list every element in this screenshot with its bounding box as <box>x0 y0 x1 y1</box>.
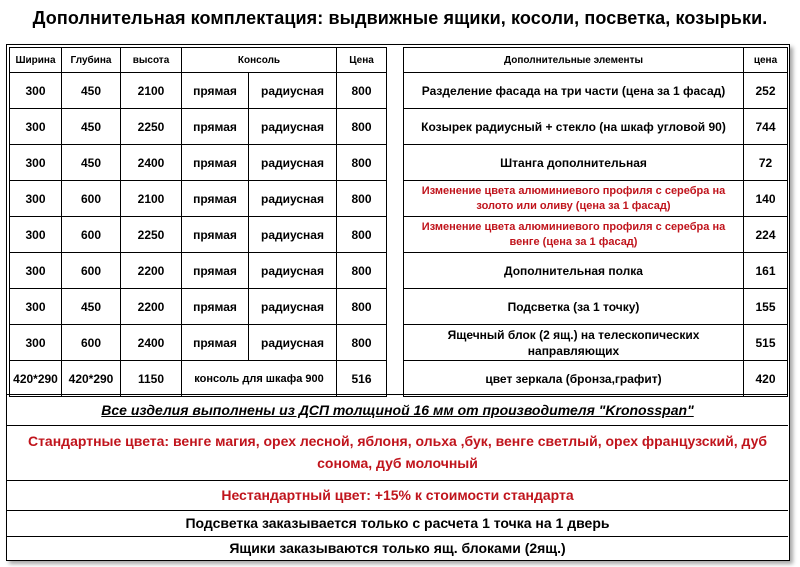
cell-width: 300 <box>10 73 62 109</box>
cell-depth: 600 <box>62 181 121 217</box>
cell-console: консоль для шкафа 900 <box>182 361 337 397</box>
cell-extra-item: Изменение цвета алюминиевого профиля с серебра на золото или оливу (цена за 1 фасад) <box>404 181 744 217</box>
cell-console-radial: радиусная <box>249 109 337 145</box>
cell-extra-item: Штанга дополнительная <box>404 145 744 181</box>
console-price-table <box>9 47 387 397</box>
cell-extra-item: Дополнительная полка <box>404 253 744 289</box>
cell-extra-price: 140 <box>744 181 788 217</box>
header-extra-price: цена <box>744 48 788 73</box>
cell-console-straight: прямая <box>182 217 249 253</box>
cell-extra-price: 744 <box>744 109 788 145</box>
table-row <box>10 217 387 253</box>
table-header-row <box>10 48 387 73</box>
cell-console-straight: прямая <box>182 325 249 361</box>
cell-price: 800 <box>337 73 387 109</box>
cell-width: 300 <box>10 325 62 361</box>
price-frame <box>6 44 790 561</box>
table-row <box>404 361 788 397</box>
table-row <box>404 289 788 325</box>
cell-extra-price: 161 <box>744 253 788 289</box>
cell-extra-price: 224 <box>744 217 788 253</box>
cell-width: 300 <box>10 289 62 325</box>
cell-price: 800 <box>337 145 387 181</box>
cell-price: 800 <box>337 289 387 325</box>
cell-height: 2200 <box>121 253 182 289</box>
cell-extra-price: 420 <box>744 361 788 397</box>
header-price: Цена <box>337 48 387 73</box>
table-header-row <box>404 48 788 73</box>
cell-extra-price: 515 <box>744 325 788 361</box>
cell-console-radial: радиусная <box>249 181 337 217</box>
header-width: Ширина <box>10 48 62 73</box>
cell-console-radial: радиусная <box>249 73 337 109</box>
table-row <box>404 109 788 145</box>
cell-price: 800 <box>337 253 387 289</box>
cell-depth: 450 <box>62 289 121 325</box>
cell-console-straight: прямая <box>182 145 249 181</box>
cell-height: 2400 <box>121 145 182 181</box>
cell-console-radial: радиусная <box>249 145 337 181</box>
cell-depth: 600 <box>62 253 121 289</box>
cell-depth: 420*290 <box>62 361 121 397</box>
extras-rows <box>404 73 788 397</box>
table-row <box>10 145 387 181</box>
header-extra-items: Дополнительные элементы <box>404 48 744 73</box>
cell-depth: 450 <box>62 145 121 181</box>
cell-width: 300 <box>10 217 62 253</box>
cell-extra-price: 252 <box>744 73 788 109</box>
cell-extra-price: 72 <box>744 145 788 181</box>
cell-console-straight: прямая <box>182 73 249 109</box>
cell-console-straight: прямая <box>182 289 249 325</box>
lighting-note: Подсветка заказывается только с расчета 1 точка на 1 дверь <box>7 510 788 536</box>
cell-price: 800 <box>337 109 387 145</box>
cell-width: 300 <box>10 109 62 145</box>
table-row <box>404 73 788 109</box>
header-height: высота <box>121 48 182 73</box>
cell-price: 800 <box>337 181 387 217</box>
table-row <box>10 253 387 289</box>
header-depth: Глубина <box>62 48 121 73</box>
cell-depth: 600 <box>62 217 121 253</box>
cell-height: 2250 <box>121 109 182 145</box>
standard-colors-note: Стандартные цвета: венге магия, орех лесной, яблоня, ольха ,бук, венге светлый, орех французский, дуб сонома, дуб молочный <box>7 425 788 480</box>
table-row <box>10 109 387 145</box>
cell-extra-item: Подсветка (за 1 точку) <box>404 289 744 325</box>
table-row <box>10 73 387 109</box>
table-row <box>10 289 387 325</box>
cell-height: 2400 <box>121 325 182 361</box>
cell-width: 300 <box>10 181 62 217</box>
cell-extra-item: Изменение цвета алюминиевого профиля с серебра на венге (цена за 1 фасад) <box>404 217 744 253</box>
cell-extra-item: Разделение фасада на три части (цена за 1 фасад) <box>404 73 744 109</box>
cell-price: 800 <box>337 325 387 361</box>
cell-price: 800 <box>337 217 387 253</box>
table-row <box>10 361 387 397</box>
table-row <box>404 181 788 217</box>
cell-height: 2200 <box>121 289 182 325</box>
cell-height: 2100 <box>121 181 182 217</box>
cell-console-radial: радиусная <box>249 253 337 289</box>
cell-console-straight: прямая <box>182 109 249 145</box>
cell-price: 516 <box>337 361 387 397</box>
cell-height: 1150 <box>121 361 182 397</box>
cell-extra-item: Ящечный блок (2 ящ.) на телескопических направляющих <box>404 325 744 361</box>
cell-width: 300 <box>10 253 62 289</box>
nonstandard-color-note: Нестандартный цвет: +15% к стоимости стандарта <box>7 480 788 510</box>
table-row <box>404 217 788 253</box>
cell-extra-item: Козырек радиусный + стекло (на шкаф угловой 90) <box>404 109 744 145</box>
cell-width: 300 <box>10 145 62 181</box>
cell-console-radial: радиусная <box>249 325 337 361</box>
cell-console-radial: радиусная <box>249 289 337 325</box>
cell-depth: 450 <box>62 109 121 145</box>
cell-depth: 450 <box>62 73 121 109</box>
header-console: Консоль <box>182 48 337 73</box>
cell-console-radial: радиусная <box>249 217 337 253</box>
cell-console-straight: прямая <box>182 181 249 217</box>
cell-height: 2100 <box>121 73 182 109</box>
table-row <box>404 325 788 361</box>
drawers-note: Ящики заказываются только ящ. блоками (2ящ.) <box>7 536 788 560</box>
table-row <box>404 145 788 181</box>
cell-width: 420*290 <box>10 361 62 397</box>
page-title: Дополнительная комплектация: выдвижные ящики, косоли, посветка, козырьки. <box>32 8 768 28</box>
table-row <box>10 325 387 361</box>
table-row <box>10 181 387 217</box>
extras-price-table <box>403 47 788 397</box>
cell-console-straight: прямая <box>182 253 249 289</box>
console-rows <box>10 73 387 361</box>
cell-extra-item: цвет зеркала (бронза,графит) <box>404 361 744 397</box>
material-note: Все изделия выполнены из ДСП толщиной 16 мм от производителя "Kronosspan" <box>7 394 788 425</box>
table-row <box>404 253 788 289</box>
cell-height: 2250 <box>121 217 182 253</box>
cell-extra-price: 155 <box>744 289 788 325</box>
cell-depth: 600 <box>62 325 121 361</box>
